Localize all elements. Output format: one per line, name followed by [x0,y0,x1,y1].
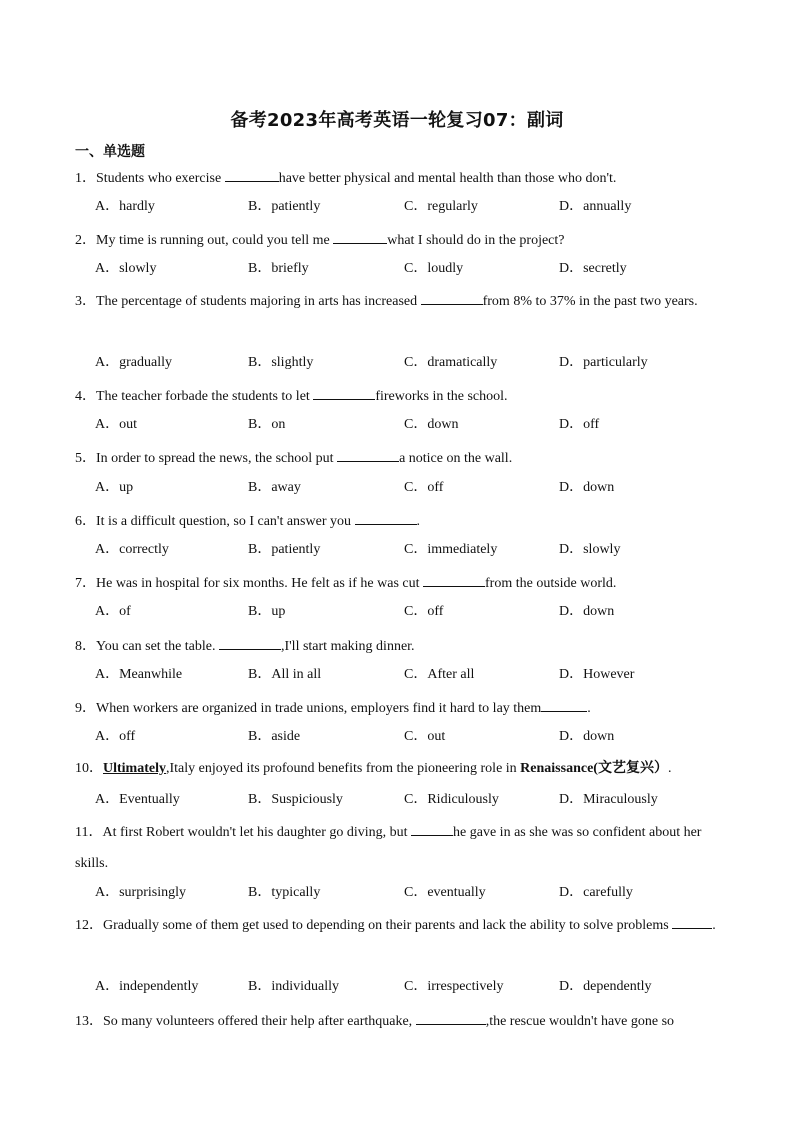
underlined-keyword: Ultimately [103,761,166,776]
question-number: 4． [75,389,96,404]
answer-blank [355,510,417,525]
option-d: D．carefully [559,885,633,900]
answer-blank [337,447,399,462]
question-text: It is a difficult question, so I can't answer you [96,514,355,529]
option-d: D．Miraculously [559,792,658,807]
question-text: ,the rescue wouldn't have gone so [485,1014,675,1029]
option-b: B．away [248,480,301,495]
option-a: A．out [95,417,137,432]
option-c: C．After all [404,667,475,682]
question-text: You can set the table. [96,639,219,654]
question-number: 2． [75,233,96,248]
question-4 [75,385,720,407]
question-number: 11． [75,825,103,840]
option-a: A．hardly [95,199,155,214]
question-text: The teacher forbade the students to let [96,389,314,404]
page-title: 备考2023年高考英语一轮复习07：副词 [230,110,564,131]
option-a: A．off [95,729,136,744]
option-c: C．regularly [404,199,478,214]
option-b: B．aside [248,729,301,744]
option-d: D．particularly [559,355,648,370]
question-text: a notice on the wall. [399,451,513,466]
answer-blank [421,290,483,305]
option-c: C．dramatically [404,355,498,370]
question-text: . [667,761,672,776]
question-text: My time is running out, could you tell me [96,233,334,248]
option-d: D．secretly [559,261,627,276]
option-a: A．surprisingly [95,885,186,900]
option-c: C．eventually [404,885,486,900]
answer-blank [219,635,281,650]
question-number: 3． [75,294,96,309]
option-c: C．irrespectively [404,979,504,994]
question-text: ,Italy enjoyed its profound benefits from the pioneering role in [165,761,521,776]
question-number: 1． [75,171,96,186]
option-c: C．off [404,480,444,495]
option-c: C．out [404,729,446,744]
question-text: . [587,701,591,716]
question-text: At first Robert wouldn't let his daughter go diving, but [102,825,412,840]
question-text: Students who exercise [96,171,225,186]
question-text: have better physical and mental health than those who don't. [278,171,617,186]
option-a: A．gradually [95,355,172,370]
option-d: D．off [559,417,600,432]
answer-blank [672,914,712,929]
option-c: C．loudly [404,261,464,276]
question-text: The percentage of students majoring in arts has increased [96,294,421,309]
question-5 [75,447,720,469]
option-b: B．All in all [248,667,322,682]
option-b: B．up [248,604,286,619]
question-number: 6． [75,514,96,529]
question-8 [75,635,720,657]
option-d: D．However [559,667,635,682]
question-number: 10． [75,761,103,776]
question-text: So many volunteers offered their help after earthquake, [103,1014,416,1029]
option-a: A．Meanwhile [95,667,183,682]
answer-blank [333,229,387,244]
option-a: A．correctly [95,542,169,557]
option-a: A．independently [95,979,199,994]
question-6 [75,510,720,532]
option-b: B．Suspiciously [248,792,343,807]
section-heading: 一、单选题 [75,144,145,160]
question-9 [75,697,720,719]
option-d: D．down [559,480,615,495]
option-a: A．Eventually [95,792,180,807]
question-text: . [416,514,420,529]
question-text: He was in hospital for six months. He felt as if he was cut [96,576,423,591]
question-text: he gave in as she was so confident about her skills. [75,825,702,871]
question-text: what I should do in the project? [387,233,565,248]
option-c: C．immediately [404,542,498,557]
option-d: D．down [559,604,615,619]
question-number: 7． [75,576,96,591]
question-12 [75,910,720,941]
option-d: D．dependently [559,979,652,994]
option-b: B．briefly [248,261,309,276]
option-c: C．off [404,604,444,619]
question-text: . [712,918,716,933]
question-7 [75,572,720,594]
question-number: 8． [75,639,96,654]
question-text: from 8% to 37% in the past two years. [482,294,698,309]
option-b: B．patiently [248,542,321,557]
question-text: from the outside world. [485,576,617,591]
option-b: B．typically [248,885,321,900]
question-11 [75,817,720,879]
option-b: B．patiently [248,199,321,214]
question-number: 12． [75,918,103,933]
question-text: When workers are organized in trade unions, employers find it hard to lay them [96,701,542,716]
option-d: D．down [559,729,615,744]
option-b: B．individually [248,979,339,994]
question-1 [75,167,720,189]
option-a: A．slowly [95,261,157,276]
question-text: Gradually some of them get used to depending on their parents and lack the ability to solve problems [103,918,673,933]
question-text: In order to spread the news, the school put [96,451,338,466]
option-c: C．Ridiculously [404,792,499,807]
option-d: D．annually [559,199,632,214]
answer-blank [423,572,485,587]
option-c: C．down [404,417,459,432]
question-3 [75,286,720,317]
option-b: B．slightly [248,355,314,370]
question-number: 9． [75,701,96,716]
answer-blank [225,167,279,182]
answer-blank [411,821,453,836]
option-d: D．slowly [559,542,621,557]
question-10 [75,759,720,779]
answer-blank [313,385,375,400]
answer-blank [416,1010,486,1025]
question-number: 13． [75,1014,103,1029]
question-13 [75,1010,720,1032]
option-a: A．up [95,480,134,495]
option-b: B．on [248,417,286,432]
question-2 [75,229,720,251]
bold-term: Renaissance(文艺复兴） [520,761,668,776]
question-number: 5． [75,451,96,466]
question-text: fireworks in the school. [375,389,508,404]
answer-blank [541,697,587,712]
question-text: ,I'll start making dinner. [281,639,415,654]
option-a: A．of [95,604,131,619]
